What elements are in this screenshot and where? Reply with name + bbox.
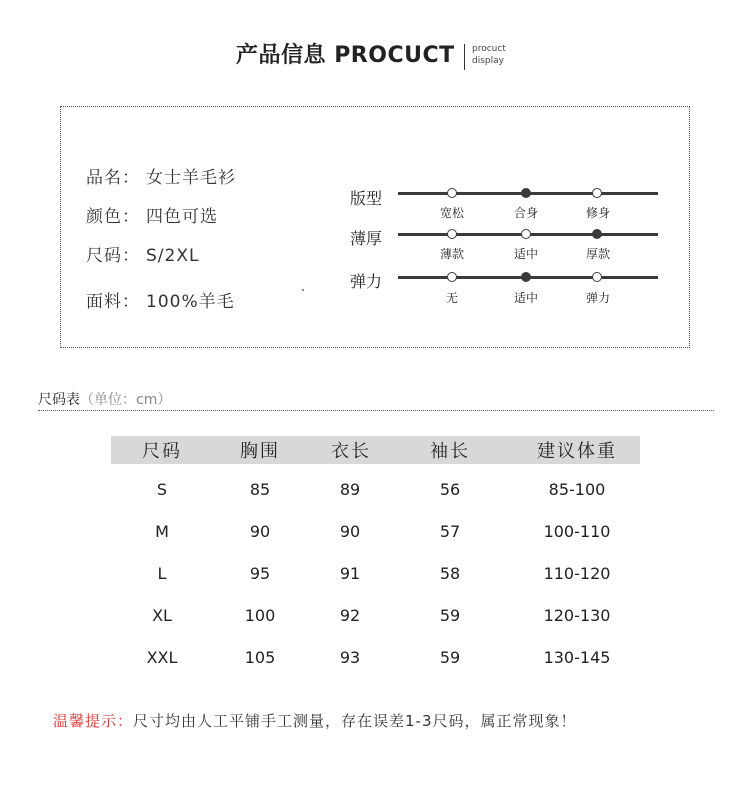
table-cell: XXL (146, 648, 178, 667)
table-cell: 85 (249, 480, 271, 499)
table-header-cell: 胸围 (240, 441, 280, 462)
page-title (236, 38, 455, 69)
info-row-material (86, 287, 235, 312)
scale-dot-thickness-2 (592, 229, 602, 239)
title-cn: 产品信息 (236, 43, 327, 68)
table-cell: 85-100 (548, 480, 606, 499)
table-cell: 89 (339, 480, 361, 499)
scale-option: 适中 (513, 247, 539, 261)
title-divider (464, 44, 465, 70)
table-cell: 90 (339, 522, 361, 541)
scale-label-elasticity: 弹力 (350, 272, 383, 291)
scale-label-fit: 版型 (350, 189, 383, 208)
scale-option: 适中 (513, 291, 539, 305)
info-value: 100%羊毛 (146, 292, 235, 312)
scale-option: 薄款 (439, 247, 465, 261)
info-row-color (86, 202, 218, 227)
table-cell: 93 (339, 648, 361, 667)
title-en: PROCUCT (334, 43, 455, 68)
table-cell: L (157, 564, 167, 583)
scale-label-thickness: 薄厚 (350, 229, 383, 248)
scale-dot-fit-0 (447, 188, 457, 198)
table-cell: S (156, 480, 168, 499)
table-cell: 56 (439, 480, 461, 499)
table-cell: 57 (439, 522, 461, 541)
scale-option: 合身 (513, 206, 539, 220)
info-row-size (86, 241, 199, 266)
size-chart-divider (38, 410, 714, 411)
size-chart-title (38, 389, 171, 409)
info-label: 尺码： (86, 246, 140, 266)
info-row-name (86, 163, 236, 188)
info-value: S/2XL (146, 246, 200, 266)
table-cell: 120-130 (543, 606, 611, 625)
table-cell: 59 (439, 606, 461, 625)
table-cell: 92 (339, 606, 361, 625)
decorative-dot (302, 289, 304, 291)
table-cell: 100 (244, 606, 276, 625)
table-header-cell: 衣长 (331, 441, 371, 462)
scale-dot-thickness-1 (521, 229, 531, 239)
title-subtext (472, 43, 506, 67)
table-cell: 59 (439, 648, 461, 667)
tip-text: 尺寸均由人工平铺手工测量，存在误差1-3尺码，属正常现象！ (133, 712, 577, 730)
table-cell: 130-145 (543, 648, 611, 667)
scale-dot-elasticity-0 (447, 272, 457, 282)
scale-option: 弹力 (585, 291, 611, 305)
info-label: 品名： (86, 168, 140, 188)
table-header-cell: 袖长 (430, 441, 470, 462)
info-label: 面料： (86, 292, 140, 312)
info-label: 颜色： (86, 207, 140, 227)
scale-dot-thickness-0 (447, 229, 457, 239)
warm-tip (53, 710, 577, 731)
scale-option: 无 (445, 291, 459, 305)
table-cell: 110-120 (543, 564, 611, 583)
table-header-cell: 建议体重 (537, 441, 617, 462)
table-cell: M (155, 522, 169, 541)
title-sub-line2: display (472, 56, 504, 66)
scale-option: 厚款 (585, 247, 611, 261)
scale-option: 宽松 (439, 206, 465, 220)
table-cell: 105 (244, 648, 276, 667)
size-chart-unit: （单位：cm） (80, 392, 172, 408)
info-value: 女士羊毛衫 (146, 168, 236, 188)
title-sub-line1: procuct (472, 44, 506, 54)
tip-label: 温馨提示： (53, 712, 134, 730)
table-cell: XL (152, 606, 172, 625)
scale-dot-elasticity-1 (521, 272, 531, 282)
table-cell: 100-110 (543, 522, 611, 541)
table-cell: 91 (339, 564, 361, 583)
table-header-cell: 尺码 (142, 441, 182, 462)
scale-dot-fit-2 (592, 188, 602, 198)
info-value: 四色可选 (146, 207, 218, 227)
scale-dot-elasticity-2 (592, 272, 602, 282)
size-chart-heading: 尺码表 (38, 392, 80, 408)
table-cell: 95 (249, 564, 271, 583)
table-cell: 90 (249, 522, 271, 541)
scale-dot-fit-1 (521, 188, 531, 198)
scale-option: 修身 (585, 206, 611, 220)
table-cell: 58 (439, 564, 461, 583)
